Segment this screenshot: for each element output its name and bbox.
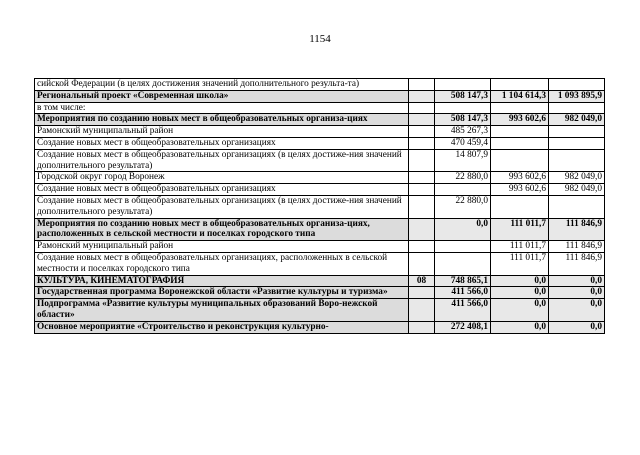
amount-year3-cell: 0,0 [549, 287, 605, 299]
row-name-cell: Создание новых мест в общеобразовательных организациях, расположенных в сельской местности и поселках городского типа [35, 252, 409, 275]
table-row [35, 137, 605, 149]
table-row [35, 149, 605, 172]
amount-year1-cell [435, 102, 491, 114]
section-code-cell [409, 114, 435, 126]
amount-year3-cell: 0,0 [549, 275, 605, 287]
row-name-cell: Создание новых мест в общеобразовательных организациях [35, 137, 409, 149]
row-name-cell: Создание новых мест в общеобразовательных организациях [35, 184, 409, 196]
amount-year1-cell: 272 408,1 [435, 321, 491, 333]
amount-year2-cell: 0,0 [491, 287, 549, 299]
section-code-cell [409, 137, 435, 149]
amount-year3-cell: 982 049,0 [549, 172, 605, 184]
table-row [35, 252, 605, 275]
amount-year2-cell: 111 011,7 [491, 241, 549, 253]
amount-year3-cell: 111 846,9 [549, 252, 605, 275]
row-name-cell: сийской Федерации (в целях достижения значений дополнительного результа-та) [35, 79, 409, 91]
amount-year1-cell: 508 147,3 [435, 114, 491, 126]
row-name-cell: Региональный проект «Современная школа» [35, 90, 409, 102]
row-name-cell: Рамонский муниципальный район [35, 126, 409, 138]
amount-year3-cell: 1 093 895,9 [549, 90, 605, 102]
amount-year2-cell: 993 602,6 [491, 114, 549, 126]
table-row [35, 275, 605, 287]
amount-year3-cell: 0,0 [549, 321, 605, 333]
amount-year2-cell: 111 011,7 [491, 218, 549, 241]
row-name-cell: Мероприятия по созданию новых мест в общеобразовательных организа-циях, расположенных в сельской местности и поселках городского типа [35, 218, 409, 241]
table-row [35, 79, 605, 91]
amount-year3-cell [549, 149, 605, 172]
section-code-cell [409, 195, 435, 218]
section-code-cell [409, 102, 435, 114]
section-code-cell [409, 149, 435, 172]
amount-year3-cell [549, 195, 605, 218]
section-code-cell [409, 218, 435, 241]
amount-year1-cell: 508 147,3 [435, 90, 491, 102]
amount-year2-cell: 0,0 [491, 321, 549, 333]
section-code-cell [409, 90, 435, 102]
amount-year1-cell: 485 267,3 [435, 126, 491, 138]
amount-year3-cell [549, 126, 605, 138]
amount-year1-cell: 14 807,9 [435, 149, 491, 172]
amount-year2-cell: 111 011,7 [491, 252, 549, 275]
section-code-cell [409, 321, 435, 333]
section-code-cell [409, 241, 435, 253]
table-row [35, 218, 605, 241]
section-code-cell [409, 126, 435, 138]
row-name-cell: Городской округ город Воронеж [35, 172, 409, 184]
row-name-cell: в том числе: [35, 102, 409, 114]
amount-year2-cell: 0,0 [491, 275, 549, 287]
row-name-cell: Государственная программа Воронежской области «Развитие культуры и туризма» [35, 287, 409, 299]
amount-year2-cell: 0,0 [491, 299, 549, 322]
budget-table [34, 78, 605, 334]
table-row [35, 114, 605, 126]
row-name-cell: Основное мероприятие «Строительство и реконструкция культурно- [35, 321, 409, 333]
amount-year3-cell [549, 102, 605, 114]
table-row [35, 172, 605, 184]
amount-year2-cell [491, 102, 549, 114]
amount-year3-cell [549, 79, 605, 91]
budget-table-body [35, 79, 605, 334]
page-number: 1154 [309, 33, 331, 45]
amount-year3-cell: 111 846,9 [549, 218, 605, 241]
row-name-cell: Подпрограмма «Развитие культуры муниципальных образований Воро-нежской области» [35, 299, 409, 322]
amount-year2-cell [491, 126, 549, 138]
amount-year1-cell: 411 566,0 [435, 299, 491, 322]
table-row [35, 184, 605, 196]
section-code-cell [409, 287, 435, 299]
amount-year1-cell: 0,0 [435, 218, 491, 241]
section-code-cell [409, 184, 435, 196]
amount-year2-cell [491, 195, 549, 218]
section-code-cell: 08 [409, 275, 435, 287]
row-name-cell: Мероприятия по созданию новых мест в общеобразовательных организа-циях [35, 114, 409, 126]
table-row [35, 287, 605, 299]
amount-year3-cell: 982 049,0 [549, 114, 605, 126]
section-code-cell [409, 252, 435, 275]
row-name-cell: Создание новых мест в общеобразовательных организациях (в целях достиже-ния значений дополнительного результата) [35, 149, 409, 172]
amount-year1-cell: 748 865,1 [435, 275, 491, 287]
row-name-cell: КУЛЬТУРА, КИНЕМАТОГРАФИЯ [35, 275, 409, 287]
table-row [35, 195, 605, 218]
table-row [35, 102, 605, 114]
amount-year2-cell [491, 149, 549, 172]
amount-year3-cell: 982 049,0 [549, 184, 605, 196]
row-name-cell: Рамонский муниципальный район [35, 241, 409, 253]
amount-year1-cell [435, 184, 491, 196]
amount-year3-cell: 111 846,9 [549, 241, 605, 253]
amount-year1-cell: 22 880,0 [435, 172, 491, 184]
amount-year1-cell: 411 566,0 [435, 287, 491, 299]
amount-year2-cell: 993 602,6 [491, 172, 549, 184]
table-row [35, 241, 605, 253]
amount-year2-cell [491, 79, 549, 91]
amount-year1-cell [435, 79, 491, 91]
amount-year1-cell [435, 241, 491, 253]
amount-year1-cell: 22 880,0 [435, 195, 491, 218]
table-row [35, 126, 605, 138]
amount-year2-cell [491, 137, 549, 149]
section-code-cell [409, 79, 435, 91]
amount-year3-cell [549, 137, 605, 149]
amount-year1-cell [435, 252, 491, 275]
amount-year3-cell: 0,0 [549, 299, 605, 322]
section-code-cell [409, 299, 435, 322]
table-row [35, 90, 605, 102]
amount-year2-cell: 993 602,6 [491, 184, 549, 196]
amount-year1-cell: 470 459,4 [435, 137, 491, 149]
table-row [35, 299, 605, 322]
section-code-cell [409, 172, 435, 184]
amount-year2-cell: 1 104 614,3 [491, 90, 549, 102]
table-row [35, 321, 605, 333]
row-name-cell: Создание новых мест в общеобразовательных организациях (в целях достиже-ния значений дополнительного результата) [35, 195, 409, 218]
